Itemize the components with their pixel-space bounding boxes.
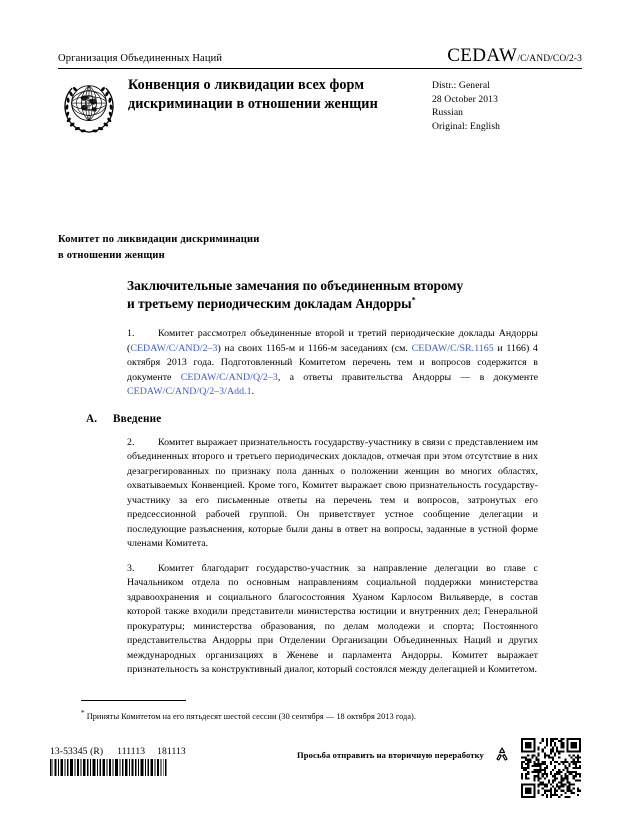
distr-language: Russian: [432, 107, 464, 119]
footnote-body: Приняты Комитетом на его пятьдесят шестой сессии (30 сентября — 18 октября 2013 года).: [86, 711, 416, 721]
paragraph-1-body: [127, 328, 538, 397]
job-number-line: [50, 746, 186, 757]
section-a-label: Введение: [113, 412, 162, 425]
paragraph-3: [127, 562, 538, 678]
paragraph-3-number: 3.: [127, 562, 135, 574]
paragraph-text-run: Комитет рассмотрел объединенные второй и третий периодические доклады Андорры (: [127, 328, 538, 354]
document-reference-link[interactable]: CEDAW/C/AND/Q/2–3: [180, 371, 278, 383]
paragraph-2: [127, 436, 538, 552]
paragraph-text-run: , а ответы правительства Андорры — в документе: [277, 371, 539, 383]
committee-heading-line2: в отношении женщин: [58, 249, 165, 261]
document-symbol-main: CEDAW: [447, 45, 518, 66]
paragraph-text-run: и 1166) 4 октября 2013 года. Подготовленный Комитетом перечень тем и вопросов содержится в документе: [127, 342, 538, 383]
masthead-divider: [58, 68, 582, 69]
distr-line: Distr.: General: [432, 80, 490, 91]
date-code-1: 111113: [117, 746, 146, 757]
footnote-marker: *: [81, 709, 85, 717]
paragraph-2-text: Комитет выражает признательность государству-участнику в связи с представлением им объединенных второго и третьего периодических докладов, отмечая при этом отсутствие в них дезагрегированных по признаку пола данных о положении женщин во многих областях, охватываемых Конвенцией. Кроме того, Комитет выражает свою признательность государству-участнику за его письменные ответы на перечень тем и вопросов, затронутых его предсессионной рабочей группой. Он приветствует устное сообщение делегации и последующие разъяснения, которые были даны в ответ на вопросы, заданные в устной форме членами Комитета.: [127, 436, 538, 550]
paragraph-1-number: 1.: [127, 328, 135, 340]
document-reference-link[interactable]: CEDAW/C/SR.1165: [411, 342, 494, 354]
paragraph-2-number: 2.: [127, 436, 135, 448]
paragraph-1: [127, 327, 538, 400]
job-number: 13-53345 (R): [50, 746, 104, 757]
qr-code: [521, 738, 581, 798]
committee-heading: [58, 232, 478, 263]
footnote-text: [81, 708, 511, 723]
paragraph-3-text: Комитет благодарит государство-участник за направление делегации во главе с Начальником отдела по основным направлениям социальной поддержки министерства здравоохранения и социального благосостояния Хуаном Карлосом Вильяверде, в состав которой также входили представители министерства юстиции и внутренних дел; Генеральной прокуратуры; министерства образования, по делам молодежи и спорта; Постоянного представительства Андорры при Отделении Организации Объединенных Наций и других международных организациях в Женеве и парламента Андорры. Комитет выражает признательность за конструктивный диалог, который состоялся между делегацией и Комитетом.: [127, 562, 538, 676]
un-emblem: [60, 77, 118, 135]
page-title-line1: Заключительные замечания по объединенным второму: [127, 278, 464, 293]
document-reference-link[interactable]: CEDAW/C/AND/2–3: [130, 342, 218, 354]
footnote-separator: [81, 700, 186, 701]
section-heading-a: [86, 413, 538, 425]
barcode: [50, 759, 168, 776]
recycle-icon: [494, 746, 510, 762]
section-a-letter: A.: [86, 412, 98, 425]
masthead-top-row: [58, 46, 582, 67]
page-title-line2: и третьему периодическим докладам Андорры: [127, 296, 412, 312]
organization-name: Организация Объединенных Наций: [58, 53, 223, 65]
footnote-area: [81, 700, 511, 723]
convention-title: Конвенция о ликвидации всех форм дискриминации в отношении женщин: [128, 77, 378, 112]
title-footnote-marker: *: [411, 295, 416, 305]
date-code-2: 181113: [157, 746, 186, 757]
main-content: [86, 277, 539, 688]
distribution-block: [432, 75, 582, 133]
document-symbol-suffix: /C/AND/CO/2-3: [517, 54, 582, 64]
recycle-note: Просьба отправить на вторичную переработку: [297, 750, 484, 760]
masthead-body-row: [58, 75, 582, 135]
paragraph-text-run: .: [251, 386, 255, 398]
distr-original: Original: English: [432, 120, 501, 132]
document-reference-link[interactable]: CEDAW/C/AND/Q/2–3/Add.1: [127, 386, 252, 398]
paragraph-text-run: ) на своих 1165-м и 1166-м заседаниях (см.: [217, 342, 412, 354]
page-title: [127, 277, 538, 313]
document-symbol: [447, 46, 582, 65]
masthead: [58, 46, 582, 135]
committee-heading-line1: Комитет по ликвидации дискриминации: [58, 234, 260, 245]
distr-date: 28 October 2013: [432, 93, 498, 105]
